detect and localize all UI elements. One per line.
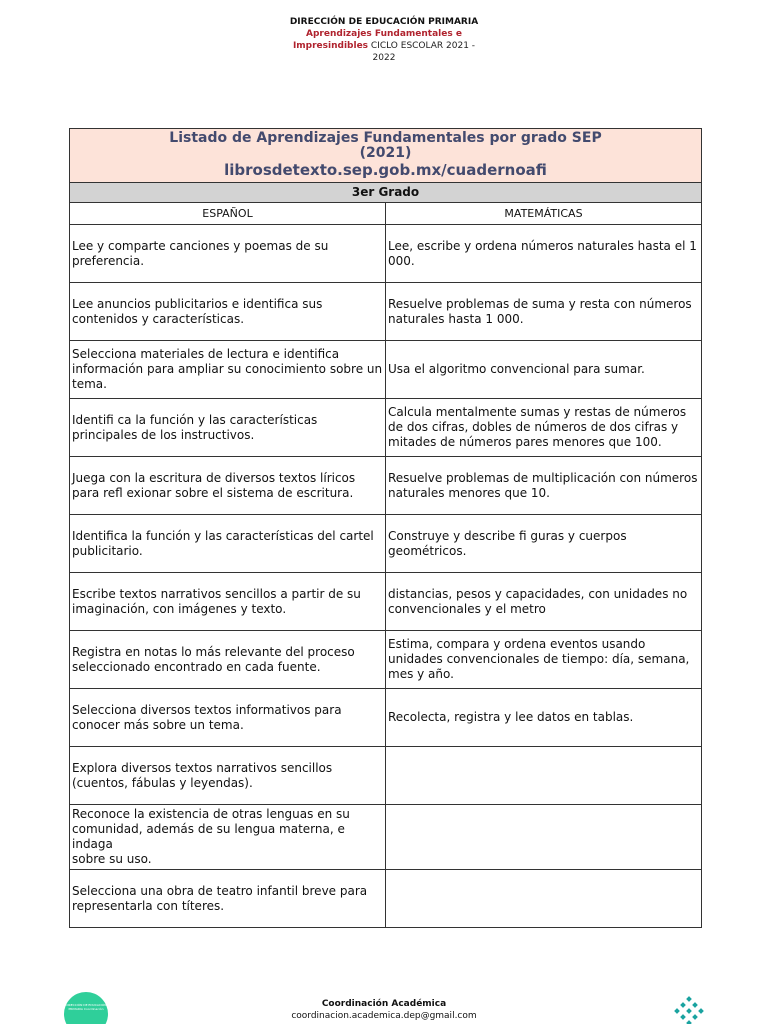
table-row [70, 689, 702, 747]
table-row [70, 870, 702, 928]
matematicas-cell: Construye y describe fi guras y cuerpos geométricos. [386, 515, 702, 573]
header-year: 2022 [372, 53, 396, 63]
table-row [70, 283, 702, 341]
espanol-cell: Lee y comparte canciones y poemas de su preferencia. [70, 225, 386, 283]
header-cycle: CICLO ESCOLAR 2021 - [368, 41, 476, 51]
espanol-cell: Explora diversos textos narrativos sencillos (cuentos, fábulas y leyendas). [70, 747, 386, 805]
matematicas-cell [386, 870, 702, 928]
matematicas-cell: Estima, compara y ordena eventos usando unidades convencionales de tiempo: día, semana, mes y año. [386, 631, 702, 689]
header-subtitle-red: Aprendizajes Fundamentales e [306, 29, 462, 39]
pattern-logo-icon [674, 996, 704, 1024]
espanol-cell: Identifica la función y las características del cartel publicitario. [70, 515, 386, 573]
table-row [70, 341, 702, 399]
table-row [70, 457, 702, 515]
matematicas-cell: Calcula mentalmente sumas y restas de números de dos cifras, dobles de números de dos cifras y mitades de números pares menores que 100. [386, 399, 702, 457]
table-title-line1: Listado de Aprendizajes Fundamentales por grado SEP [169, 130, 602, 146]
matematicas-cell [386, 805, 702, 870]
espanol-cell: Identifi ca la función y las características principales de los instructivos. [70, 399, 386, 457]
table-row [70, 631, 702, 689]
espanol-cell: Selecciona una obra de teatro infantil breve para representarla con títeres. [70, 870, 386, 928]
matematicas-cell: Recolecta, registra y lee datos en tablas. [386, 689, 702, 747]
matematicas-cell: Lee, escribe y ordena números naturales hasta el 1 000. [386, 225, 702, 283]
matematicas-cell: Resuelve problemas de multiplicación con números naturales menores que 10. [386, 457, 702, 515]
table-row [70, 573, 702, 631]
footer-email: coordinacion.academica.dep@gmail.com [291, 1011, 477, 1021]
table-row [70, 747, 702, 805]
table-row [70, 805, 702, 870]
table-body [70, 225, 702, 928]
document-header [0, 16, 768, 64]
espanol-cell: Escribe textos narrativos sencillos a partir de su imaginación, con imágenes y texto. [70, 573, 386, 631]
table-title-line2: (2021) [359, 145, 412, 161]
footer-name: Coordinación Académica [321, 999, 447, 1009]
column-header-espanol: ESPAÑOL [70, 203, 386, 225]
espanol-cell: Juega con la escritura de diversos textos líricos para refl exionar sobre el sistema de escritura. [70, 457, 386, 515]
table-row [70, 225, 702, 283]
espanol-cell: Selecciona materiales de lectura e identifica información para ampliar su conocimiento sobre un tema. [70, 341, 386, 399]
matematicas-cell: Resuelve problemas de suma y resta con números naturales hasta 1 000. [386, 283, 702, 341]
matematicas-cell [386, 747, 702, 805]
table-title [70, 129, 702, 183]
espanol-cell: Registra en notas lo más relevante del proceso seleccionado encontrado en cada fuente. [70, 631, 386, 689]
logo-text: DIRECCIÓN DE EDUCACIÓN PRIMARIA Coordinación [65, 1003, 107, 1011]
espanol-cell: Reconoce la existencia de otras lenguas en su comunidad, además de su lengua materna, e indaga sobre su uso. [70, 805, 386, 870]
espanol-cell: Selecciona diversos textos informativos para conocer más sobre un tema. [70, 689, 386, 747]
learning-table [69, 128, 702, 928]
espanol-cell: Lee anuncios publicitarios e identifica sus contenidos y características. [70, 283, 386, 341]
header-direction: DIRECCIÓN DE EDUCACIÓN PRIMARIA [289, 17, 479, 27]
table-row [70, 515, 702, 573]
header-subtitle-red-2: Impresindibles [292, 41, 369, 51]
column-header-matematicas: MATEMÁTICAS [386, 203, 702, 225]
grade-label: 3er Grado [70, 183, 702, 203]
table-title-url: librosdetexto.sep.gob.mx/cuadernoafi [224, 161, 547, 179]
table-row [70, 399, 702, 457]
document-footer [0, 998, 768, 1022]
matematicas-cell: Usa el algoritmo convencional para sumar. [386, 341, 702, 399]
matematicas-cell: distancias, pesos y capacidades, con unidades no convencionales y el metro [386, 573, 702, 631]
